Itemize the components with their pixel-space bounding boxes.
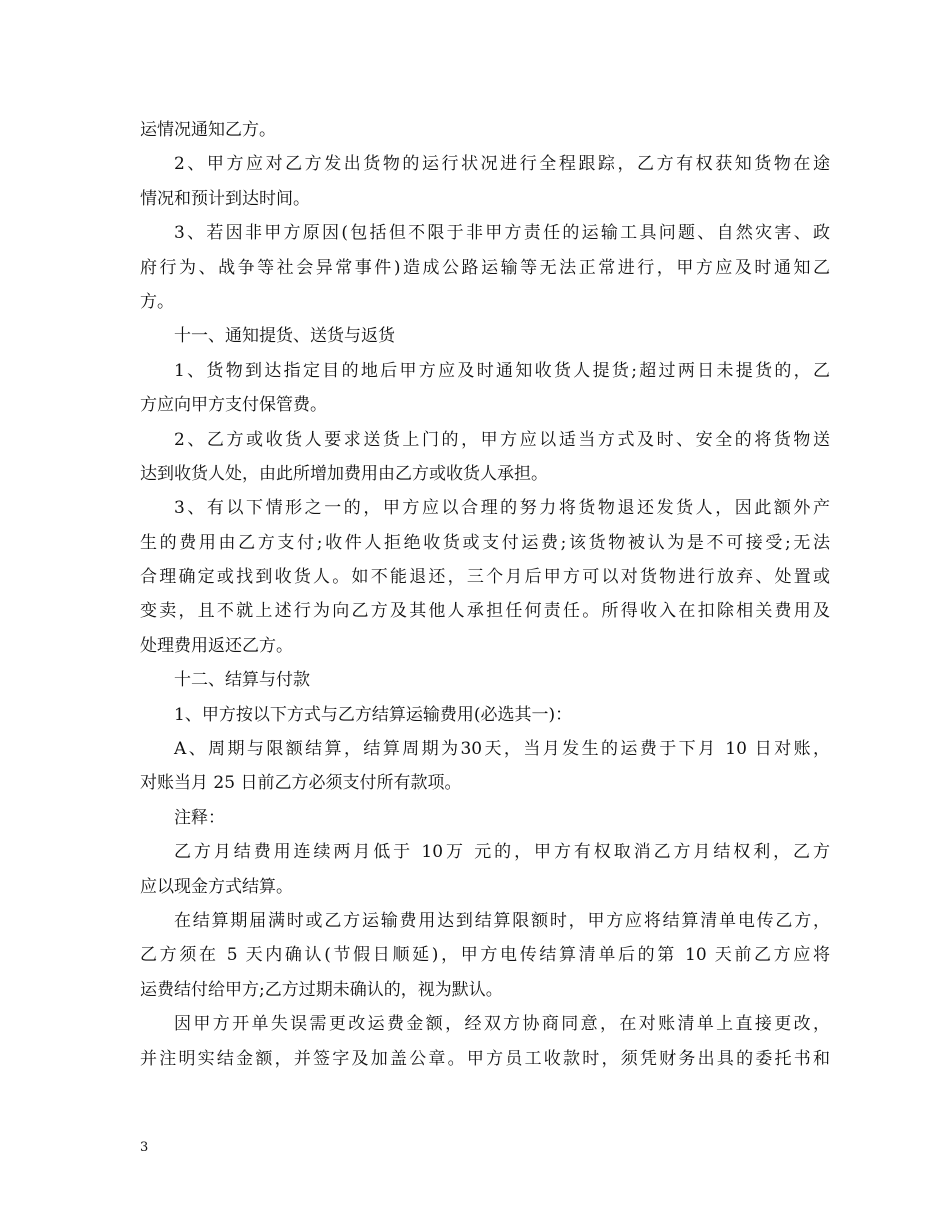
text-line: 合理确定或找到收货人。如不能退还，三个月后甲方可以对货物进行放弃、处置或 [140,567,830,588]
text-line: 对账当月 25 日前乙方必须支付所有款项。 [140,773,462,794]
text-line: 3、有以下情形之一的，甲方应以合理的努力将货物退还发货人，因此额外产 [174,498,830,519]
text-line: 2、乙方或收货人要求送货上门的，甲方应以适当方式及时、安全的将货物送 [174,429,830,450]
text-line: 乙方须在 5 天内确认(节假日顺延)，甲方电传结算清单后的第 10 天前乙方应将 [140,945,830,966]
text-line: 生的费用由乙方支付;收件人拒绝收货或支付运费;该货物被认为是不可接受;无法 [140,532,830,553]
text-line: 方应向甲方支付保管费。 [140,395,327,416]
section-heading: 十二、结算与付款 [174,670,310,691]
text-line: 府行为、战争等社会异常事件)造成公路运输等无法正常进行，甲方应及时通知乙 [140,257,830,278]
text-line: 1、甲方按以下方式与乙方结算运输费用(必选其一)： [174,704,573,725]
text-line: 并注明实结金额，并签字及加盖公章。甲方员工收款时，须凭财务出具的委托书和 [140,1048,830,1069]
text-line: 方。 [140,291,174,312]
text-line: 1、货物到达指定目的地后甲方应及时通知收货人提货;超过两日未提货的，乙 [174,360,830,381]
text-line: 在结算期届满时或乙方运输费用达到结算限额时，甲方应将结算清单电传乙方， [174,910,830,931]
text-line: 3、若因非甲方原因(包括但不限于非甲方责任的运输工具问题、自然灾害、政 [174,223,830,244]
section-heading: 十一、通知提货、送货与返货 [174,326,395,347]
text-line: 处理费用返还乙方。 [140,635,293,656]
text-line: 运情况通知乙方。 [140,120,276,140]
text-line: 变卖，且不就上述行为向乙方及其他人承担任何责任。所得收入在扣除相关费用及 [140,601,830,622]
text-line: 因甲方开单失误需更改运费金额，经双方协商同意，在对账清单上直接更改， [174,1014,830,1035]
text-line: A、周期与限额结算，结算周期为30天，当月发生的运费于下月 10 日对账， [174,739,830,760]
text-line: 乙方月结费用连续两月低于 10万 元的，甲方有权取消乙方月结权利，乙方 [174,842,830,863]
text-line: 运费结付给甲方;乙方过期未确认的，视为默认。 [140,979,503,1000]
text-line: 达到收货人处，由此所增加费用由乙方或收货人承担。 [140,463,548,484]
text-line: 情况和预计到达时间。 [140,188,310,209]
page-number: 3 [140,1140,149,1155]
note-label: 注释： [174,807,225,828]
text-line: 2、甲方应对乙方发出货物的运行状况进行全程跟踪，乙方有权获知货物在途 [174,154,830,175]
document-body [140,113,830,1076]
text-line: 应以现金方式结算。 [140,876,293,897]
